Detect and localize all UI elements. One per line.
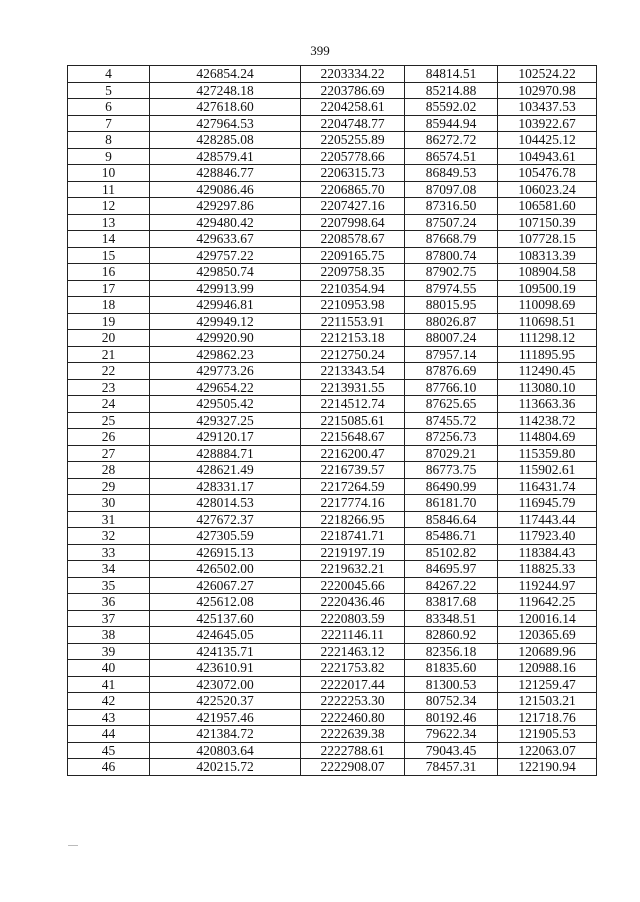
point-number-cell: 20: [68, 330, 150, 347]
value-c-cell: 87507.24: [405, 214, 498, 231]
value-a-cell: 423610.91: [150, 660, 301, 677]
value-a-cell: 429920.90: [150, 330, 301, 347]
point-number-cell: 38: [68, 627, 150, 644]
value-b-cell: 2209758.35: [301, 264, 405, 281]
value-d-cell: 113663.36: [498, 396, 597, 413]
value-c-cell: 88007.24: [405, 330, 498, 347]
table-row: [68, 148, 597, 165]
point-number-cell: 24: [68, 396, 150, 413]
value-d-cell: 103922.67: [498, 115, 597, 132]
point-number-cell: 9: [68, 148, 150, 165]
point-number-cell: 17: [68, 280, 150, 297]
value-c-cell: 80192.46: [405, 709, 498, 726]
value-d-cell: 116945.79: [498, 495, 597, 512]
value-d-cell: 106023.24: [498, 181, 597, 198]
table-row: [68, 577, 597, 594]
value-b-cell: 2205255.89: [301, 132, 405, 149]
value-a-cell: 429327.25: [150, 412, 301, 429]
value-d-cell: 121503.21: [498, 693, 597, 710]
value-b-cell: 2205778.66: [301, 148, 405, 165]
value-a-cell: 429862.23: [150, 346, 301, 363]
value-b-cell: 2222788.61: [301, 742, 405, 759]
table-row: [68, 742, 597, 759]
value-c-cell: 88026.87: [405, 313, 498, 330]
point-number-cell: 42: [68, 693, 150, 710]
value-b-cell: 2222253.30: [301, 693, 405, 710]
value-a-cell: 424135.71: [150, 643, 301, 660]
table-row: [68, 594, 597, 611]
table-row: [68, 247, 597, 264]
value-d-cell: 114238.72: [498, 412, 597, 429]
value-c-cell: 81835.60: [405, 660, 498, 677]
point-number-cell: 22: [68, 363, 150, 380]
value-d-cell: 107150.39: [498, 214, 597, 231]
table-row: [68, 313, 597, 330]
value-c-cell: 86272.72: [405, 132, 498, 149]
table-row: [68, 726, 597, 743]
value-d-cell: 103437.53: [498, 99, 597, 116]
point-number-cell: 7: [68, 115, 150, 132]
table-body: [68, 66, 597, 776]
point-number-cell: 36: [68, 594, 150, 611]
value-b-cell: 2222908.07: [301, 759, 405, 776]
value-c-cell: 87097.08: [405, 181, 498, 198]
point-number-cell: 21: [68, 346, 150, 363]
point-number-cell: 45: [68, 742, 150, 759]
point-number-cell: 43: [68, 709, 150, 726]
value-a-cell: 428285.08: [150, 132, 301, 149]
value-a-cell: 429633.67: [150, 231, 301, 248]
value-c-cell: 87902.75: [405, 264, 498, 281]
table-row: [68, 214, 597, 231]
value-b-cell: 2219632.21: [301, 561, 405, 578]
point-number-cell: 13: [68, 214, 150, 231]
table-row: [68, 165, 597, 182]
point-number-cell: 12: [68, 198, 150, 215]
value-d-cell: 118825.33: [498, 561, 597, 578]
value-c-cell: 85846.64: [405, 511, 498, 528]
value-a-cell: 420803.64: [150, 742, 301, 759]
table-row: [68, 561, 597, 578]
value-a-cell: 426854.24: [150, 66, 301, 83]
value-c-cell: 87256.73: [405, 429, 498, 446]
scan-artifact: [68, 845, 78, 846]
value-b-cell: 2220803.59: [301, 610, 405, 627]
point-number-cell: 25: [68, 412, 150, 429]
value-c-cell: 87800.74: [405, 247, 498, 264]
value-b-cell: 2216739.57: [301, 462, 405, 479]
point-number-cell: 27: [68, 445, 150, 462]
value-c-cell: 86490.99: [405, 478, 498, 495]
value-b-cell: 2217774.16: [301, 495, 405, 512]
table-row: [68, 759, 597, 776]
table-row: [68, 198, 597, 215]
value-b-cell: 2207427.16: [301, 198, 405, 215]
table-row: [68, 115, 597, 132]
table-row: [68, 181, 597, 198]
point-number-cell: 15: [68, 247, 150, 264]
point-number-cell: 30: [68, 495, 150, 512]
value-b-cell: 2204258.61: [301, 99, 405, 116]
value-a-cell: 422520.37: [150, 693, 301, 710]
point-number-cell: 41: [68, 676, 150, 693]
value-b-cell: 2222460.80: [301, 709, 405, 726]
value-b-cell: 2208578.67: [301, 231, 405, 248]
value-c-cell: 85944.94: [405, 115, 498, 132]
value-b-cell: 2211553.91: [301, 313, 405, 330]
point-number-cell: 26: [68, 429, 150, 446]
value-b-cell: 2219197.19: [301, 544, 405, 561]
point-number-cell: 6: [68, 99, 150, 116]
value-b-cell: 2215085.61: [301, 412, 405, 429]
value-d-cell: 120988.16: [498, 660, 597, 677]
table-row: [68, 676, 597, 693]
value-a-cell: 429120.17: [150, 429, 301, 446]
value-d-cell: 106581.60: [498, 198, 597, 215]
value-a-cell: 428014.53: [150, 495, 301, 512]
value-c-cell: 87876.69: [405, 363, 498, 380]
value-d-cell: 121905.53: [498, 726, 597, 743]
value-c-cell: 85214.88: [405, 82, 498, 99]
table-row: [68, 495, 597, 512]
table-row: [68, 478, 597, 495]
table-row: [68, 511, 597, 528]
value-c-cell: 82356.18: [405, 643, 498, 660]
value-c-cell: 82860.92: [405, 627, 498, 644]
value-c-cell: 84267.22: [405, 577, 498, 594]
value-b-cell: 2214512.74: [301, 396, 405, 413]
value-a-cell: 426067.27: [150, 577, 301, 594]
table-row: [68, 445, 597, 462]
value-a-cell: 421957.46: [150, 709, 301, 726]
value-b-cell: 2220045.66: [301, 577, 405, 594]
value-d-cell: 119244.97: [498, 577, 597, 594]
value-a-cell: 429913.99: [150, 280, 301, 297]
point-number-cell: 5: [68, 82, 150, 99]
value-a-cell: 423072.00: [150, 676, 301, 693]
value-d-cell: 121718.76: [498, 709, 597, 726]
value-c-cell: 79622.34: [405, 726, 498, 743]
value-b-cell: 2218741.71: [301, 528, 405, 545]
value-c-cell: 83817.68: [405, 594, 498, 611]
point-number-cell: 44: [68, 726, 150, 743]
table-row: [68, 429, 597, 446]
value-c-cell: 83348.51: [405, 610, 498, 627]
value-c-cell: 86574.51: [405, 148, 498, 165]
value-d-cell: 117443.44: [498, 511, 597, 528]
value-c-cell: 86181.70: [405, 495, 498, 512]
table-row: [68, 544, 597, 561]
value-a-cell: 428579.41: [150, 148, 301, 165]
table-row: [68, 693, 597, 710]
value-b-cell: 2221146.11: [301, 627, 405, 644]
table-row: [68, 346, 597, 363]
value-a-cell: 428846.77: [150, 165, 301, 182]
value-d-cell: 102524.22: [498, 66, 597, 83]
point-number-cell: 37: [68, 610, 150, 627]
value-b-cell: 2212750.24: [301, 346, 405, 363]
value-a-cell: 426915.13: [150, 544, 301, 561]
value-b-cell: 2221753.82: [301, 660, 405, 677]
value-a-cell: 425137.60: [150, 610, 301, 627]
value-a-cell: 429949.12: [150, 313, 301, 330]
point-number-cell: 35: [68, 577, 150, 594]
point-number-cell: 19: [68, 313, 150, 330]
value-c-cell: 78457.31: [405, 759, 498, 776]
point-number-cell: 11: [68, 181, 150, 198]
value-d-cell: 110698.51: [498, 313, 597, 330]
value-a-cell: 426502.00: [150, 561, 301, 578]
table-row: [68, 231, 597, 248]
value-a-cell: 427248.18: [150, 82, 301, 99]
value-c-cell: 87455.72: [405, 412, 498, 429]
value-c-cell: 86773.75: [405, 462, 498, 479]
value-b-cell: 2207998.64: [301, 214, 405, 231]
value-a-cell: 424645.05: [150, 627, 301, 644]
value-c-cell: 84814.51: [405, 66, 498, 83]
value-b-cell: 2215648.67: [301, 429, 405, 446]
value-a-cell: 427964.53: [150, 115, 301, 132]
value-c-cell: 87625.65: [405, 396, 498, 413]
value-d-cell: 110098.69: [498, 297, 597, 314]
value-d-cell: 122063.07: [498, 742, 597, 759]
value-c-cell: 79043.45: [405, 742, 498, 759]
value-b-cell: 2203786.69: [301, 82, 405, 99]
table-row: [68, 99, 597, 116]
value-b-cell: 2203334.22: [301, 66, 405, 83]
value-d-cell: 118384.43: [498, 544, 597, 561]
point-number-cell: 14: [68, 231, 150, 248]
value-a-cell: 429757.22: [150, 247, 301, 264]
value-d-cell: 116431.74: [498, 478, 597, 495]
value-b-cell: 2221463.12: [301, 643, 405, 660]
value-b-cell: 2222639.38: [301, 726, 405, 743]
value-d-cell: 108313.39: [498, 247, 597, 264]
value-c-cell: 88015.95: [405, 297, 498, 314]
value-d-cell: 102970.98: [498, 82, 597, 99]
table-row: [68, 379, 597, 396]
value-b-cell: 2213931.55: [301, 379, 405, 396]
value-d-cell: 114804.69: [498, 429, 597, 446]
point-number-cell: 32: [68, 528, 150, 545]
table-row: [68, 627, 597, 644]
point-number-cell: 4: [68, 66, 150, 83]
value-d-cell: 120689.96: [498, 643, 597, 660]
value-b-cell: 2210354.94: [301, 280, 405, 297]
value-d-cell: 113080.10: [498, 379, 597, 396]
value-d-cell: 119642.25: [498, 594, 597, 611]
value-c-cell: 86849.53: [405, 165, 498, 182]
table-row: [68, 412, 597, 429]
value-a-cell: 429480.42: [150, 214, 301, 231]
value-d-cell: 112490.45: [498, 363, 597, 380]
value-c-cell: 85592.02: [405, 99, 498, 116]
value-b-cell: 2216200.47: [301, 445, 405, 462]
value-b-cell: 2204748.77: [301, 115, 405, 132]
value-b-cell: 2218266.95: [301, 511, 405, 528]
value-c-cell: 87316.50: [405, 198, 498, 215]
point-number-cell: 18: [68, 297, 150, 314]
value-a-cell: 429086.46: [150, 181, 301, 198]
table-row: [68, 709, 597, 726]
table-row: [68, 462, 597, 479]
value-a-cell: 428621.49: [150, 462, 301, 479]
value-a-cell: 428884.71: [150, 445, 301, 462]
value-d-cell: 115902.61: [498, 462, 597, 479]
point-number-cell: 33: [68, 544, 150, 561]
value-a-cell: 427672.37: [150, 511, 301, 528]
value-b-cell: 2212153.18: [301, 330, 405, 347]
value-a-cell: 428331.17: [150, 478, 301, 495]
table-row: [68, 330, 597, 347]
value-d-cell: 108904.58: [498, 264, 597, 281]
value-b-cell: 2222017.44: [301, 676, 405, 693]
page-number: 399: [310, 43, 330, 58]
value-d-cell: 105476.78: [498, 165, 597, 182]
table-row: [68, 610, 597, 627]
table-row: [68, 132, 597, 149]
value-b-cell: 2206865.70: [301, 181, 405, 198]
point-number-cell: 40: [68, 660, 150, 677]
table-row: [68, 528, 597, 545]
value-b-cell: 2209165.75: [301, 247, 405, 264]
value-a-cell: 429505.42: [150, 396, 301, 413]
value-d-cell: 111298.12: [498, 330, 597, 347]
value-c-cell: 87766.10: [405, 379, 498, 396]
value-c-cell: 84695.97: [405, 561, 498, 578]
table-row: [68, 660, 597, 677]
value-c-cell: 80752.34: [405, 693, 498, 710]
value-a-cell: 427305.59: [150, 528, 301, 545]
value-d-cell: 104943.61: [498, 148, 597, 165]
table-row: [68, 643, 597, 660]
value-c-cell: 87668.79: [405, 231, 498, 248]
value-b-cell: 2210953.98: [301, 297, 405, 314]
point-number-cell: 16: [68, 264, 150, 281]
point-number-cell: 39: [68, 643, 150, 660]
table-row: [68, 396, 597, 413]
point-number-cell: 29: [68, 478, 150, 495]
value-b-cell: 2206315.73: [301, 165, 405, 182]
point-number-cell: 28: [68, 462, 150, 479]
value-a-cell: 429850.74: [150, 264, 301, 281]
value-d-cell: 107728.15: [498, 231, 597, 248]
value-a-cell: 425612.08: [150, 594, 301, 611]
value-a-cell: 429654.22: [150, 379, 301, 396]
value-d-cell: 104425.12: [498, 132, 597, 149]
value-c-cell: 81300.53: [405, 676, 498, 693]
point-number-cell: 34: [68, 561, 150, 578]
value-d-cell: 109500.19: [498, 280, 597, 297]
value-a-cell: 427618.60: [150, 99, 301, 116]
point-number-cell: 8: [68, 132, 150, 149]
table-row: [68, 363, 597, 380]
value-d-cell: 122190.94: [498, 759, 597, 776]
value-c-cell: 85486.71: [405, 528, 498, 545]
value-d-cell: 115359.80: [498, 445, 597, 462]
table-row: [68, 82, 597, 99]
table-row: [68, 264, 597, 281]
table-row: [68, 297, 597, 314]
coordinate-table: [67, 65, 597, 776]
value-c-cell: 87029.21: [405, 445, 498, 462]
point-number-cell: 31: [68, 511, 150, 528]
value-a-cell: 420215.72: [150, 759, 301, 776]
value-a-cell: 429773.26: [150, 363, 301, 380]
value-d-cell: 117923.40: [498, 528, 597, 545]
value-d-cell: 111895.95: [498, 346, 597, 363]
value-d-cell: 120016.14: [498, 610, 597, 627]
value-c-cell: 85102.82: [405, 544, 498, 561]
value-b-cell: 2220436.46: [301, 594, 405, 611]
value-a-cell: 429946.81: [150, 297, 301, 314]
value-a-cell: 429297.86: [150, 198, 301, 215]
value-d-cell: 121259.47: [498, 676, 597, 693]
point-number-cell: 46: [68, 759, 150, 776]
table-row: [68, 66, 597, 83]
value-b-cell: 2217264.59: [301, 478, 405, 495]
value-b-cell: 2213343.54: [301, 363, 405, 380]
value-d-cell: 120365.69: [498, 627, 597, 644]
table-row: [68, 280, 597, 297]
point-number-cell: 10: [68, 165, 150, 182]
value-c-cell: 87974.55: [405, 280, 498, 297]
value-a-cell: 421384.72: [150, 726, 301, 743]
point-number-cell: 23: [68, 379, 150, 396]
value-c-cell: 87957.14: [405, 346, 498, 363]
